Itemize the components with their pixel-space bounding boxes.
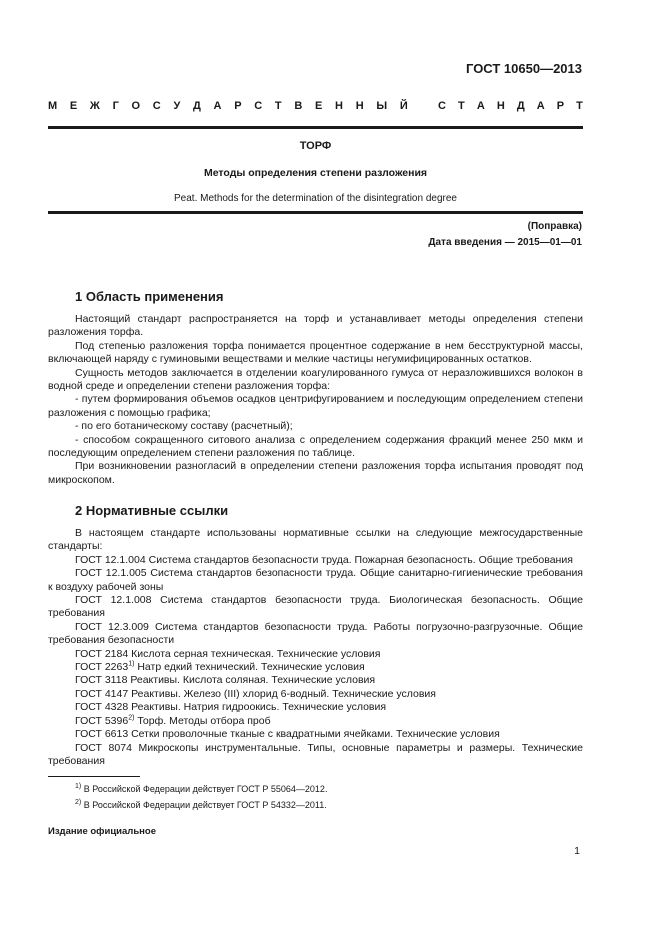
reference-item: ГОСТ 5396$^{2)}$ Торф. Методы отбора проб [75,714,271,727]
footnote-separator [48,776,140,777]
footnotes [75,781,327,813]
reference-item: ГОСТ 4328 Реактивы. Натрия гидроокись. Технические условия [75,701,387,714]
english-title: Peat. Methods for the determination of the disintegration degree [174,193,457,204]
document-subtitle: Методы определения степени разложения [203,167,428,179]
reference-item: ГОСТ 12.3.009 Система стандартов безопасности труда. Работы погрузочно-разгрузочные. Общие требования безопасности [48,620,583,647]
list-item: - путем формирования объемов осадков центрифугированием и последующим определением степени разложения с помощью графика; [48,393,583,419]
title-bottom-rule [48,211,583,214]
footnote-2: $^{2)}$ В Российской Федерации действует ГОСТ Р 54332—2011. [75,799,327,810]
edition-label: Издание официальное [48,826,156,837]
document-title: ТОРФ [299,140,332,152]
reference-item: ГОСТ 8074 Микроскопы инструментальные. Типы, основные параметры и размеры. Технические требования [48,741,583,767]
section-scope-body [48,313,583,487]
reference-item: ГОСТ 3118 Реактивы. Кислота соляная. Технические условия [75,674,376,687]
reference-item: ГОСТ 12.1.004 Система стандартов безопасности труда. Пожарная безопасность. Общие требования [75,553,573,566]
paragraph: В настоящем стандарте использованы нормативные ссылки на следующие межгосударственные стандарты: [48,527,583,553]
introduction-date: Дата введения — 2015—01—01 [428,237,582,248]
paragraph: Сущность методов заключается в отделении коагулированного гумуса от неразложившихся волокон в водной среде и определении степени разложения торфа: [48,366,583,393]
reference-item: ГОСТ 2184 Кислота серная техническая. Технические условия [75,647,381,660]
amendment-note: (Поправка) [527,221,582,232]
reference-item: ГОСТ 12.1.005 Система стандартов безопасности труда. Общие санитарно-гигиенические требования к воздуху рабочей зоны [48,567,583,593]
list-item: - по его ботаническому составу (расчетный); [75,420,293,433]
interstate-word-2: С Т А Н Д А Р Т [438,100,583,112]
page-number: 1 [574,845,580,857]
reference-item: ГОСТ 12.1.008 Система стандартов безопасности труда. Биологическая безопасность. Общие требования [48,594,583,620]
reference-item: ГОСТ 2263$^{1)}$ Натр едкий технический. Технические условия [75,660,365,674]
paragraph: Под степенью разложения торфа понимается процентное содержание в нем бесструктурной массы, включающей наряду с гуминовыми веществами и мелкие частицы негумифицированных остатков. [48,339,583,366]
paragraph: При возникновении разногласий в определении степени разложения торфа испытания проводят под микроскопом. [48,460,583,486]
section-heading-normative-refs: 2 Нормативные ссылки [75,503,229,518]
gost-number: ГОСТ 10650—2013 [466,61,582,76]
reference-item: ГОСТ 4147 Реактивы. Железо (III) хлорид 6-водный. Технические условия [75,687,436,700]
section-heading-scope: 1 Область применения [75,289,224,304]
paragraph: Настоящий стандарт распространяется на торф и устанавливает методы определения степени разложения торфа. [48,313,583,339]
interstate-standard-banner [48,100,583,112]
top-rule [48,126,583,129]
reference-list [48,554,583,769]
list-item: - способом сокращенного ситового анализа с определением содержания фракций менее 250 мкм и последующим определением степени разложения по таблице. [48,433,583,460]
footnote-1: $^{1)}$ В Российской Федерации действует ГОСТ Р 55064—2012. [75,783,328,794]
reference-item: ГОСТ 6613 Сетки проволочные тканые с квадратными ячейками. Технические условия [75,728,500,741]
section-normative-refs-body [48,527,583,768]
interstate-word-1: М Е Ж Г О С У Д А Р С Т В Е Н Н Ы Й [48,100,408,112]
